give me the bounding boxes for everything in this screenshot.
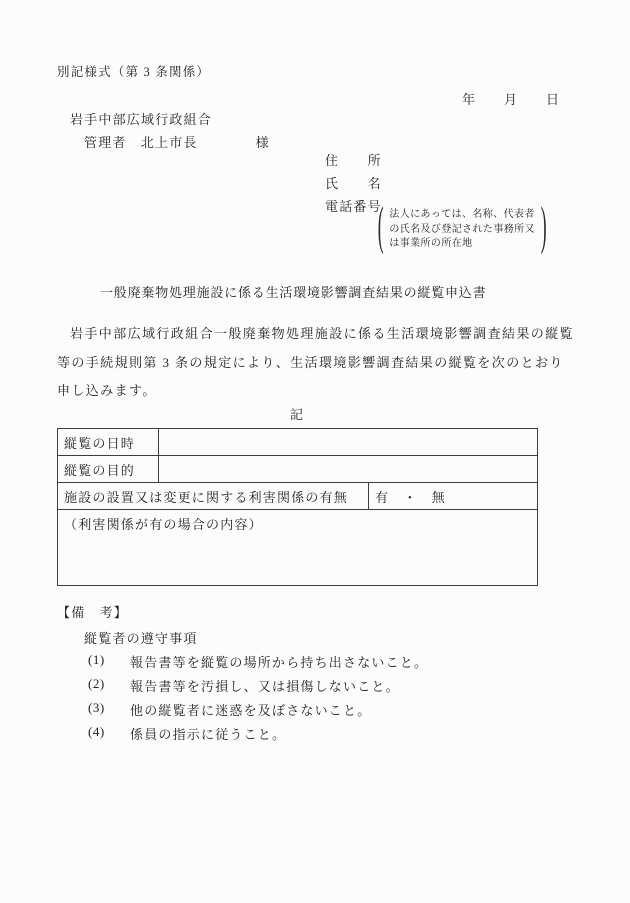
remark-number: (3) xyxy=(88,700,105,715)
interest-relation-choice: 有 ・ 無 xyxy=(369,483,538,510)
remarks-heading: 【備 考】 xyxy=(57,605,129,620)
viewing-purpose-value-cell xyxy=(159,456,538,483)
table-row xyxy=(58,510,538,586)
form-style-note: 別記様式（第 3 条関係） xyxy=(57,65,211,79)
address-field-label: 住 所 xyxy=(325,153,382,168)
body-paragraph: 岩手中部広域行政組合一般廃棄物処理施設に係る生活環境影響調査結果の縦覧等の手続規則第 3 条の規定により、生活環境影響調査結果の縦覧を次のとおり申し込みます。 xyxy=(57,326,575,398)
viewing-purpose-label: 縦覧の目的 xyxy=(58,456,159,483)
interest-relation-label: 施設の設置又は変更に関する利害関係の有無 xyxy=(58,483,369,510)
organization-name: 岩手中部広域行政組合 xyxy=(70,112,213,127)
name-field-label: 氏 名 xyxy=(325,176,382,191)
interest-detail-cell: （利害関係が有の場合の内容） xyxy=(58,510,538,586)
table-row xyxy=(58,456,538,483)
remarks-subheading: 縦覧者の遵守事項 xyxy=(84,631,198,646)
record-heading: 記 xyxy=(289,407,304,422)
left-paren-glyph: ( xyxy=(377,200,384,257)
date-line: 年 月 日 xyxy=(462,92,561,107)
table-row xyxy=(58,429,538,456)
viewing-datetime-label: 縦覧の日時 xyxy=(58,429,159,456)
remark-text: 報告書等を縦覧の場所から持ち出さないこと。 xyxy=(130,655,429,670)
remark-text: 報告書等を汚損し、又は損傷しないこと。 xyxy=(130,679,400,694)
remark-item-3 xyxy=(88,700,371,719)
corporate-entity-note xyxy=(377,200,547,257)
viewing-application-table xyxy=(57,428,538,586)
addressee-name: 管理者 北上市長 xyxy=(84,135,198,150)
corporate-note-line: 法人にあっては、名称、代表者 xyxy=(389,209,535,220)
remark-number: (4) xyxy=(88,724,105,739)
addressee-line xyxy=(84,132,270,151)
remark-number: (1) xyxy=(88,652,105,667)
phone-field-label: 電話番号 xyxy=(325,199,382,214)
remark-item-2 xyxy=(88,676,400,695)
addressee-honorific: 様 xyxy=(255,135,270,150)
remark-item-4 xyxy=(88,724,286,743)
table-row xyxy=(58,483,538,510)
applicant-fields xyxy=(325,150,382,219)
application-table xyxy=(57,428,538,586)
remark-text: 係員の指示に従うこと。 xyxy=(130,727,287,742)
corporate-note-line: は事業所の所在地 xyxy=(389,238,473,249)
remark-number: (2) xyxy=(88,676,105,691)
corporate-note-text xyxy=(389,208,535,252)
right-paren-glyph: ) xyxy=(540,200,547,257)
remark-item-1 xyxy=(88,652,428,671)
corporate-note-line: の氏名及び登記された事務所又 xyxy=(389,223,535,235)
document-title: 一般廃棄物処理施設に係る生活環境影響調査結果の縦覧申込書 xyxy=(100,285,487,300)
remark-text: 他の縦覧者に迷惑を及ぼさないこと。 xyxy=(130,703,372,718)
viewing-datetime-value-cell xyxy=(159,429,538,456)
